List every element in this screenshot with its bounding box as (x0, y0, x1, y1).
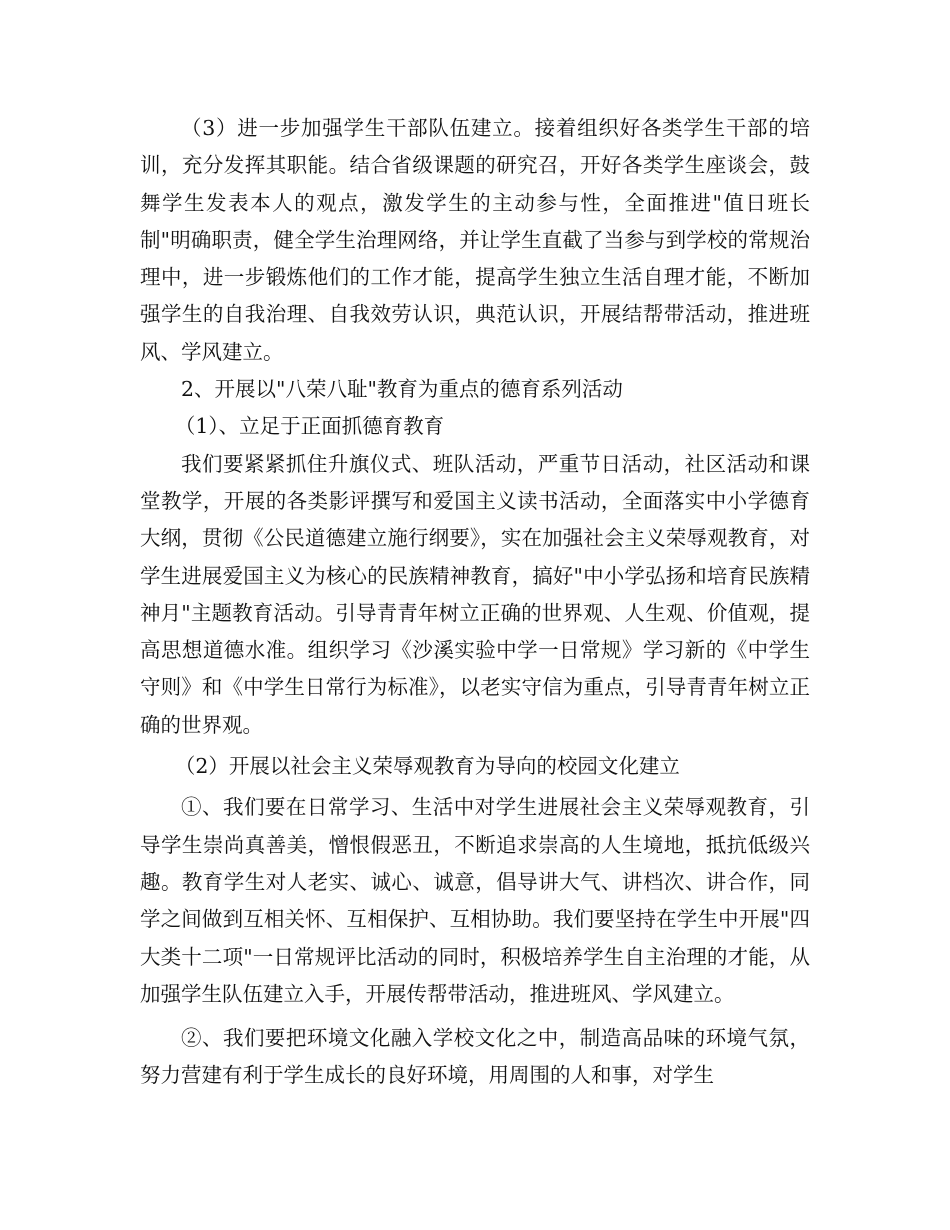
paragraph-student-cadre: （3）进一步加强学生干部队伍建立。接着组织好各类学生干部的培训，充分发挥其职能。结合省级课题的研究召，开好各类学生座谈会，鼓舞学生发表本人的观点，激发学生的主动参与性，全面推进"值日班长制"明确职责，健全学生治理网络，并让学生直截了当参与到学校的常规治理中，进一步锻炼他们的工作才能，提高学生独立生活自理才能，不断加强学生的自我治理、自我效劳认识，典范认识，开展结帮带活动，推进班风、学风建立。 (140, 116, 810, 364)
paragraph-environment-culture: ②、我们要把环境文化融入学校文化之中，制造高品味的环境气氛，努力营建有利于学生成长的良好环境，用周围的人和事，对学生 (140, 1026, 810, 1088)
paragraph-honor-disgrace-education: ①、我们要在日常学习、生活中对学生进展社会主义荣辱观教育，引导学生崇尚真善美，憎恨假恶丑，不断追求崇高的人生境地，抵抗低级兴趣。教育学生对人老实、诚心、诚意，倡导讲大气、讲档次、讲合作，同学之间做到互相关怀、互相保护、互相协助。我们要坚持在学生中开展"四大类十二项"一日常规评比活动的同时，积极培养学生自主治理的才能，从加强学生队伍建立入手，开展传帮带活动，推进班风、学风建立。 (140, 795, 810, 1006)
paragraph-flag-ceremony: 我们要紧紧抓住升旗仪式、班队活动，严重节日活动，社区活动和课堂教学，开展的各类影评撰写和爱国主义读书活动，全面落实中小学德育大纲，贯彻《公民道德建立施行纲要》，实在加强社会主义荣辱观教育，对学生进展爱国主义为核心的民族精神教育，搞好"中小学弘扬和培育民族精神月"主题教育活动。引导青青年树立正确的世界观、人生观、价值观，提高思想道德水准。组织学习《沙溪实验中学一日常规》学习新的《中学生守则》和《中学生日常行为标准》，以老实守信为重点，引导青青年树立正确的世界观。 (140, 451, 810, 737)
subsection-heading-campus-culture: （2）开展以社会主义荣辱观教育为导向的校园文化建立 (174, 754, 680, 779)
subsection-heading-positive-moral-education: （1）、立足于正面抓德育教育 (174, 414, 445, 439)
section-heading-moral-activities: 2、开展以"八荣八耻"教育为重点的德育系列活动 (181, 377, 623, 402)
